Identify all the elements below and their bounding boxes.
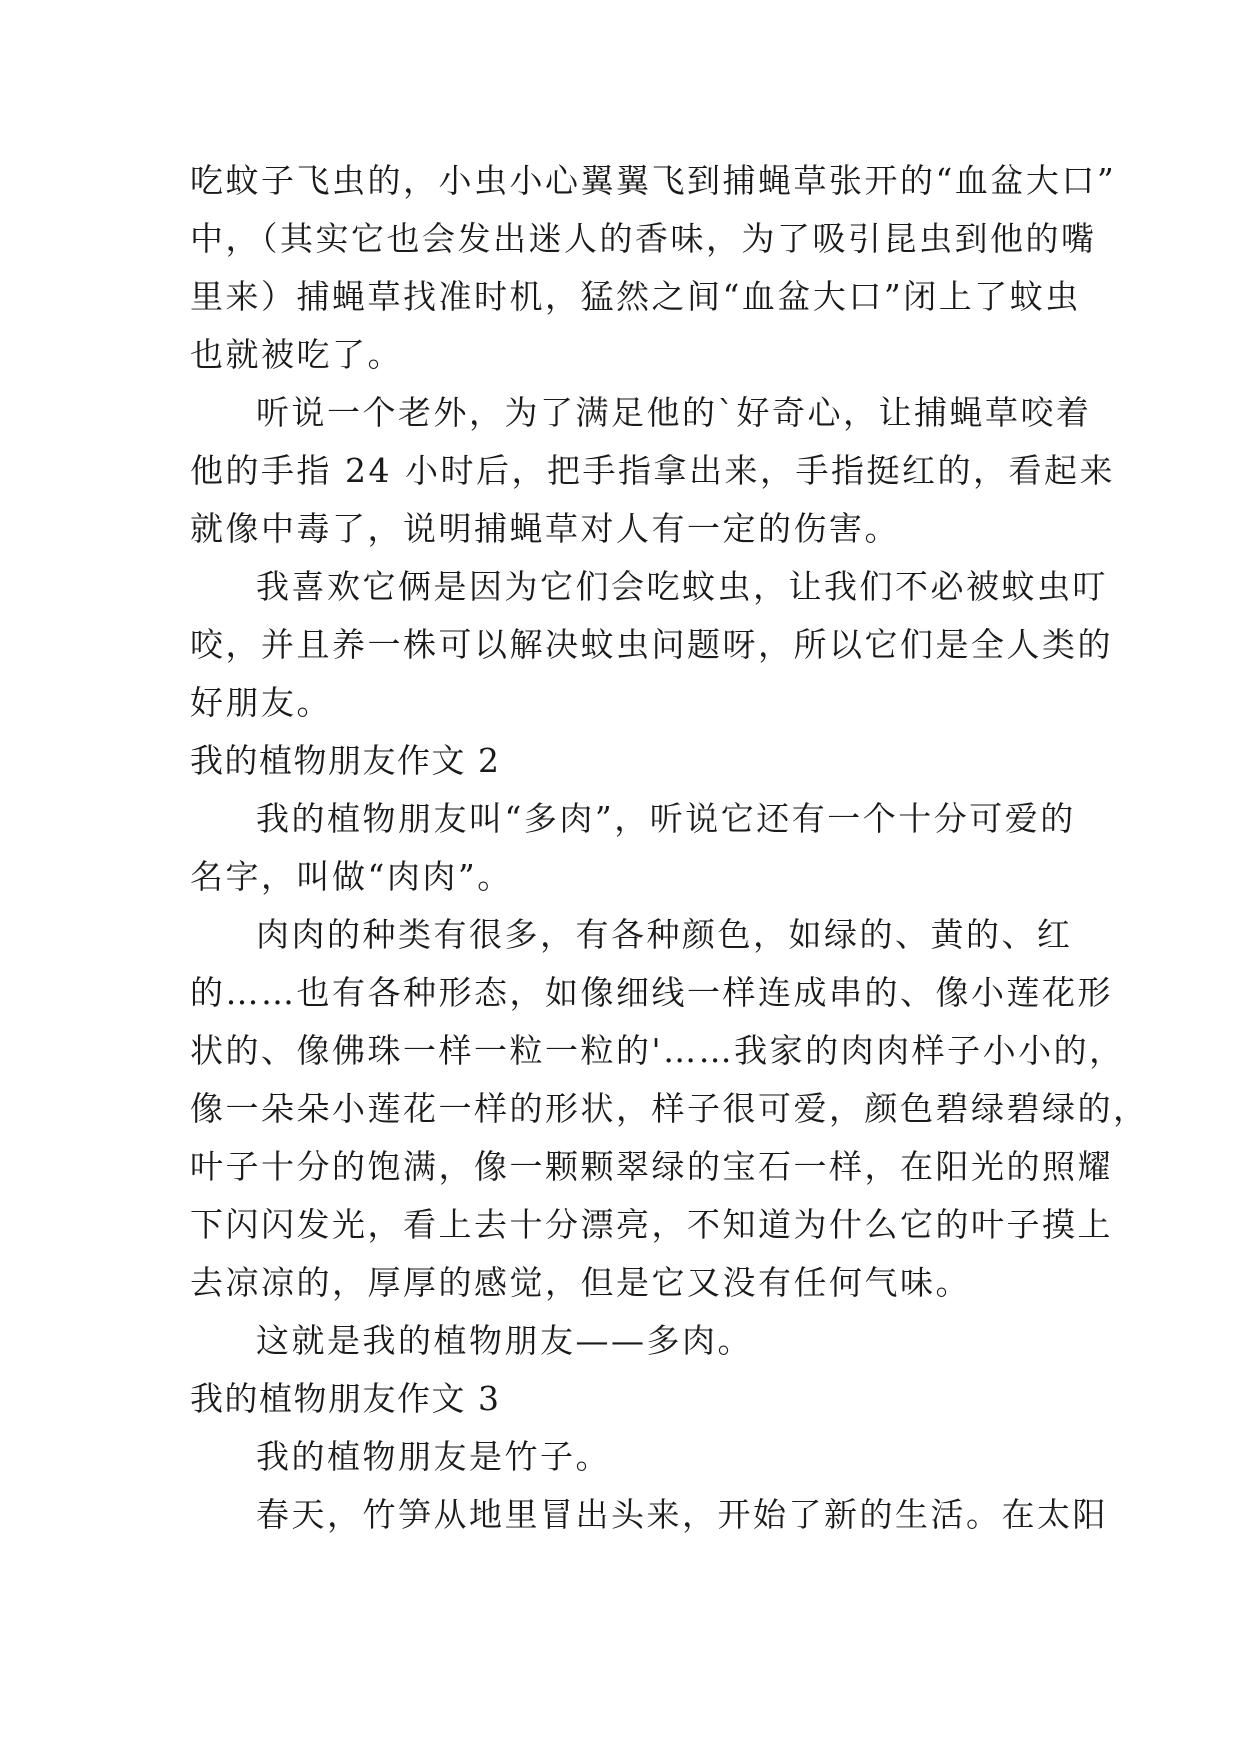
text-line: 也就被吃了。 xyxy=(190,335,403,374)
section-heading: 我的植物朋友作文 2 xyxy=(190,741,501,780)
paragraph-first-line: 我喜欢它俩是因为它们会吃蚊虫，让我们不必被蚊虫叮 xyxy=(256,567,1108,606)
section-heading: 我的植物朋友作文 3 xyxy=(190,1379,501,1418)
text-line: 像一朵朵小莲花一样的形状，样子很可爱，颜色碧绿碧绿的， xyxy=(190,1089,1149,1128)
text-line: 去凉凉的，厚厚的感觉，但是它又没有任何气味。 xyxy=(190,1263,971,1302)
essay-body xyxy=(190,152,1149,1544)
text-line: 名字，叫做“肉肉”。 xyxy=(190,857,513,896)
paragraph-first-line: 肉肉的种类有很多，有各种颜色，如绿的、黄的、红 xyxy=(256,915,1073,954)
text-line: 里来）捕蝇草找准时机，猛然之间“血盆大口”闭上了蚊虫 xyxy=(190,277,1081,316)
paragraph-first-line: 听说一个老外，为了满足他的`好奇心，让捕蝇草咬着 xyxy=(256,393,1092,432)
text-line: 吃蚊子飞虫的，小虫小心翼翼飞到捕蝇草张开的“血盆大口” xyxy=(190,161,1117,200)
text-line: 就像中毒了，说明捕蝇草对人有一定的伤害。 xyxy=(190,509,900,548)
text-line: 状的、像佛珠一样一粒一粒的'……我家的肉肉样子小小的， xyxy=(190,1031,1125,1070)
text-line: 中，（其实它也会发出迷人的香味，为了吸引昆虫到他的嘴 xyxy=(190,219,1097,258)
text-line: 叶子十分的饱满，像一颗颗翠绿的宝石一样，在阳光的照耀 xyxy=(190,1147,1113,1186)
text-line: 咬，并且养一株可以解决蚊虫问题呀，所以它们是全人类的 xyxy=(190,625,1113,664)
text-line: 好朋友。 xyxy=(190,683,332,722)
text-line: 下闪闪发光，看上去十分漂亮，不知道为什么它的叶子摸上 xyxy=(190,1205,1113,1244)
paragraph-first-line: 我的植物朋友叫“多肉”，听说它还有一个十分可爱的 xyxy=(256,799,1076,838)
paragraph-first-line: 这就是我的植物朋友——多肉。 xyxy=(256,1321,753,1360)
text-line: 的……也有各种形态，如像细线一样连成串的、像小莲花形 xyxy=(190,973,1113,1012)
text-line: 他的手指 24 小时后，把手指拿出来，手指挺红的，看起来 xyxy=(190,451,1115,490)
paragraph-first-line: 春天，竹笋从地里冒出头来，开始了新的生活。在太阳 xyxy=(256,1495,1108,1534)
paragraph-first-line: 我的植物朋友是竹子。 xyxy=(256,1437,611,1476)
